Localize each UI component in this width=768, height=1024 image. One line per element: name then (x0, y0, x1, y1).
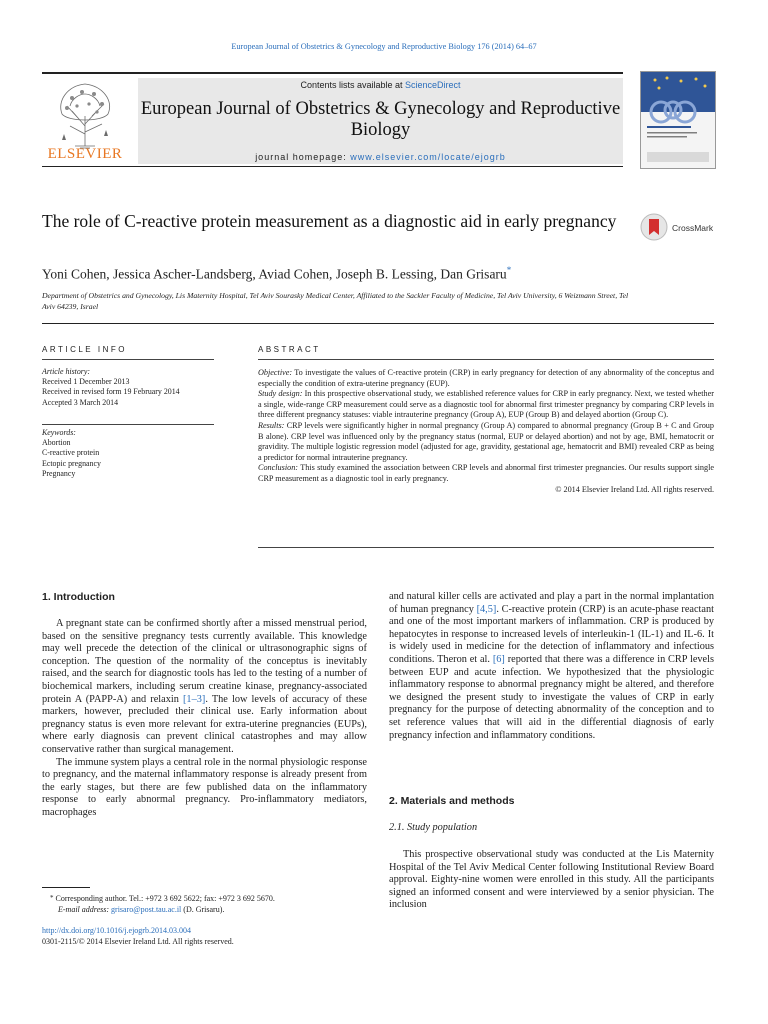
abstract-copyright: © 2014 Elsevier Ireland Ltd. All rights reserved. (555, 484, 714, 494)
keyword-item: Pregnancy (42, 468, 76, 478)
publisher-name: ELSEVIER (47, 146, 123, 162)
abstract-text: This study examined the association between CRP levels and abnormal first trimester pregnancies. Our results support single CRP measurement as a diagnostic tool in early pregnancy. (258, 463, 714, 483)
keywords-rule (42, 424, 214, 425)
section-heading-methods: 2. Materials and methods (389, 795, 515, 807)
section-heading-introduction: 1. Introduction (42, 591, 115, 603)
section-divider (42, 323, 714, 324)
abstract-text: To investigate the values of C-reactive protein (CRP) in early pregnancy for detection of any abnormality of the conceptus and especially the condition of extra-uterine pregnancy (EUP). (258, 368, 714, 388)
study-population-paragraph: This prospective observational study was conducted at the Lis Maternity Hospital of the Tel Aviv Medical Center following Institutional Review Board approval. Eighty-nine women were enrolled in this study. All the participants signed an informed consent and were interviewed by a senior physician. The inclusion (389, 849, 714, 911)
keywords-list (42, 428, 214, 479)
abstract-text: In this prospective observational study, we established reference values for CRP in early pregnancy. Next, we tested whether a single, wide-range CRP measurement could serve as a diagnostic tool for abnormal first trimester pregnancy by comparing CRP levels in three different pregnancy statuses: viable intrauterine pregnancy (Group A), EUP (Group B) and delayed abortion (Group C). (258, 389, 715, 420)
doi-link[interactable]: http://dx.doi.org/10.1016/j.ejogrb.2014.03.004 (42, 926, 191, 935)
abstract-heading: ABSTRACT (258, 345, 321, 354)
abstract-study-design (258, 389, 714, 421)
footnote-mark: * (50, 894, 54, 902)
abstract-label: Results: (258, 420, 285, 430)
footnote (42, 893, 372, 915)
reference-link[interactable]: [6] (492, 653, 505, 665)
history-revised: Received in revised form 19 February 2014 (42, 387, 180, 397)
paragraph-text: and natural killer cells are activated and play a part in the normal implantation of human pregnancy (389, 591, 714, 615)
header-rule-top (42, 72, 623, 74)
intro-paragraph: The immune system plays a central role in the normal physiologic response to pregnancy, and the maternal inflammatory response is already present from the early stages, but there are few published data on the inflammatory response to early abnormal pregnancy. Pro-inflammatory mediators, macrophages (42, 756, 367, 818)
history-received: Received 1 December 2013 (42, 377, 130, 387)
history-label: Article history: (42, 367, 90, 376)
footnote-rule (42, 887, 90, 888)
abstract-results (258, 421, 714, 463)
journal-cover-image[interactable] (640, 71, 716, 169)
contents-line (138, 80, 623, 90)
header-rule-bottom (42, 166, 623, 167)
abstract-text: CRP levels were significantly higher in normal pregnancy (Group A) compared to abnormal pregnancy (Group B + C and Group B alone). CRP level was influenced only by the pregnancy status (normal, EUP or delayed abortion) and not by age, BMI, hematocrit or gravidity. The multiple logistic regression model (adjusted for age, gravidity, gestational age, hematocrit and BMI) revealed CRP as being a predictor for normal intrauterine pregnancy. (258, 420, 714, 462)
intro-paragraph-continued (389, 591, 714, 742)
paragraph-text: . C-reactive protein (CRP) is an acute-phase reactant and one of the most important markers of inflammation. CRP is produced by hepatocytes in response to increased levels of interleukin-1 (IL-1) and IL-6. It is widely used in medicine for the detection of inflammatory and infectious conditions. Theron et al. (389, 603, 714, 665)
sciencedirect-link[interactable]: ScienceDirect (405, 80, 461, 90)
email-link[interactable]: grisaro@post.tau.ac.il (111, 905, 182, 914)
authors-line (42, 265, 511, 283)
abstract-label: Objective: (258, 368, 293, 377)
journal-citation[interactable]: European Journal of Obstetrics & Gynecology and Reproductive Biology 176 (2014) 64–67 (231, 42, 537, 51)
contents-prefix: Contents lists available at (300, 80, 406, 90)
abstract-label: Conclusion: (258, 463, 299, 473)
homepage-line (138, 152, 623, 162)
crossmark-label[interactable]: CrossMark (672, 223, 714, 233)
author-names: Yoni Cohen, Jessica Ascher-Landsberg, Aviad Cohen, Joseph B. Lessing, Dan Grisaru (42, 266, 507, 282)
abstract-objective (258, 368, 714, 389)
email-suffix: (D. Grisaru). (181, 905, 225, 914)
journal-title: European Journal of Obstetrics & Gynecology and Reproductive Biology (140, 99, 621, 140)
author-affiliation: Department of Obstetrics and Gynecology, Lis Maternity Hospital, Tel Aviv Sourasky Medical Center, Affiliated to the Sackler Faculty of Medicine, Tel Aviv University, 6 Weizmann Street, Tel Aviv 64239, Israel (42, 291, 629, 311)
subsection-heading-study-population: 2.1. Study population (389, 822, 478, 833)
corresponding-author-note (42, 893, 372, 904)
homepage-link[interactable]: www.elsevier.com/locate/ejogrb (350, 152, 506, 162)
study-population-text (389, 849, 714, 912)
corresponding-author-text: Corresponding author. Tel.: +972 3 692 5622; fax: +972 3 692 5670. (53, 894, 275, 903)
abstract-rule-bottom (258, 547, 714, 548)
abstract-rule-top (258, 359, 714, 360)
reference-link[interactable]: [4,5] (476, 603, 497, 615)
right-column-text (389, 591, 714, 742)
article-info-heading: ARTICLE INFO (42, 345, 127, 354)
history-accepted: Accepted 3 March 2014 (42, 397, 119, 407)
keyword-item: Abortion (42, 438, 71, 448)
article-history (42, 367, 214, 408)
article-info-rule (42, 359, 214, 360)
keywords-label: Keywords: (42, 428, 76, 437)
intro-paragraph (42, 618, 367, 757)
abstract-body (258, 368, 714, 495)
email-note (42, 904, 372, 915)
abstract-label: Study design: (258, 389, 303, 399)
paragraph-text: A pregnant state can be confirmed shortly after a missed menstrual period, based on the sensitive pregnancy tests currently available. This knowledge may well precede the detection of the clinical or ultrasonographic signs of conception. The question of the normality of the conceptus is inevitably raised, and the search for diagnostic tools has led to the testing of a number of biochemical markers, including serum creatine kinase, pregnancy-associated protein A (PAPP-A) and relaxin (42, 618, 367, 705)
issn-copyright: 0301-2115/© 2014 Elsevier Ireland Ltd. All rights reserved. (42, 937, 234, 946)
left-column-text (42, 618, 367, 820)
keyword-item: C-reactive protein (42, 448, 100, 458)
abstract-conclusion (258, 463, 714, 484)
homepage-prefix: journal homepage: (255, 152, 351, 162)
paragraph-text: . The low levels of accuracy of these markers, however, precluded their clinical use. Early information about pregnancy status is even more relevant for extra-uterine pregnancies (EUPs), where early diagnosis can prevent clinical catastrophes and may allow conservative rather than surgical management. (42, 693, 367, 755)
corresponding-author-mark[interactable]: * (506, 265, 512, 275)
article-title: The role of C-reactive protein measurement as a diagnostic aid in early pregnancy (42, 211, 617, 231)
doi-block (42, 925, 234, 947)
keyword-item: Ectopic pregnancy (42, 458, 101, 468)
email-label: E-mail address: (58, 905, 110, 914)
paragraph-text: reported that there was a difference in CRP levels between EUP and acute infection. We hypothesized that the physiologic inflammatory response to abnormal pregnancy might be altered, and therefore we designed the present study to investigate the values of CRP in early pregnancy for the purpose of detecting abnormality of the conception and to set reference values that will aid in the differential diagnosis of early pregnancy infection and inflammatory conditions. (389, 653, 714, 741)
reference-link[interactable]: [1–3] (183, 693, 206, 705)
